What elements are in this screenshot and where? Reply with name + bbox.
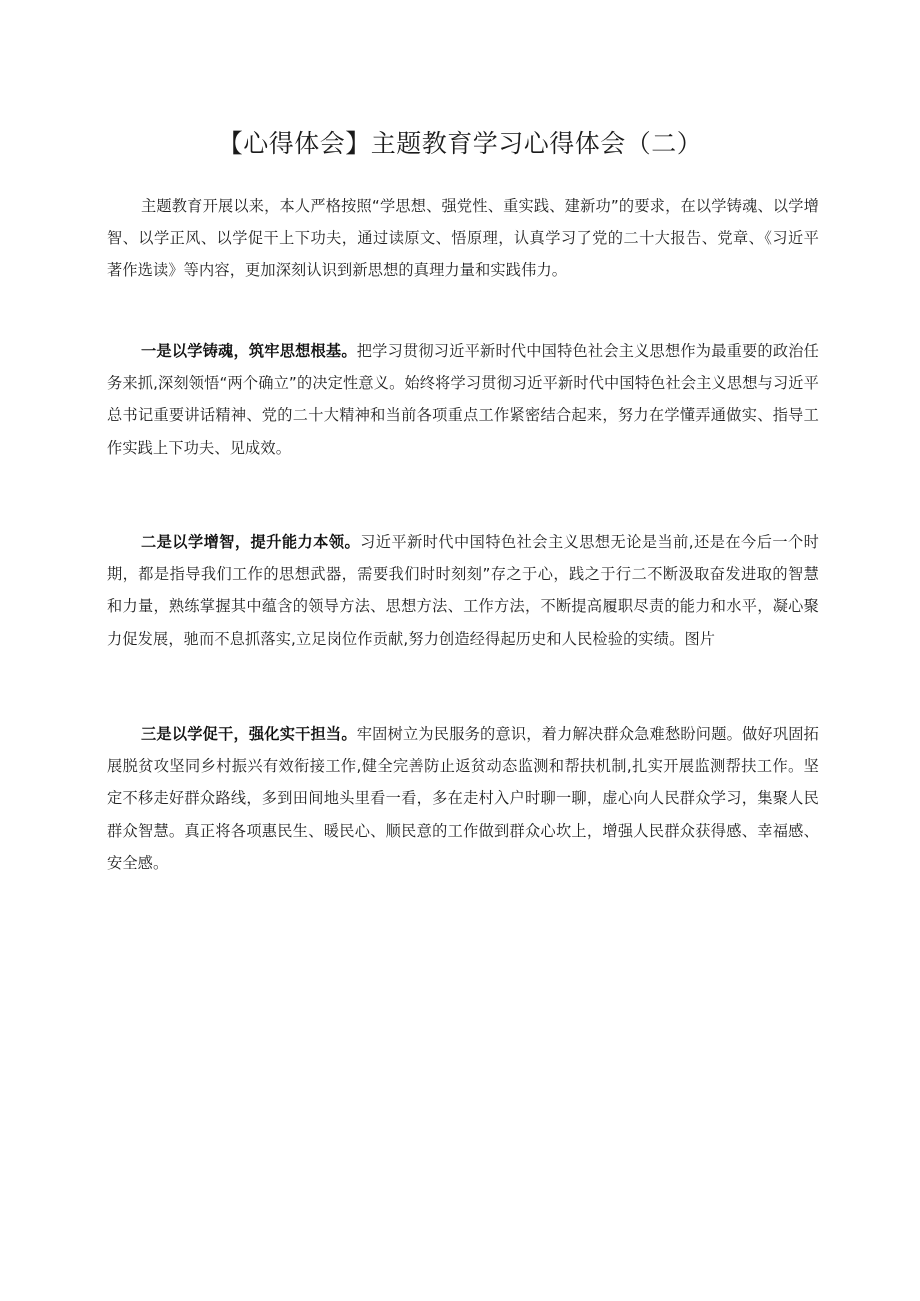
document-title: 【心得体会】主题教育学习心得体会（二） (217, 129, 703, 158)
section-heading-1: 一是以学铸魂，筑牢思想根基。 (141, 342, 357, 360)
section-heading-2: 二是以学增智，提升能力本领。 (141, 533, 361, 551)
section-body-3: 牢固树立为民服务的意识，着力解决群众急难愁盼问题。做好巩固拓展脱贫攻坚同乡村振兴有效衔接工作,健全完善防止返贫动态监测和帮扶机制,扎实开展监测帮扶工作。坚定不移走好群众路线，多到田间地头里看一看，多在走村入户时聊一聊，虚心向人民群众学习，集聚人民群众智慧。真正将各项惠民生、暖民心、顺民意的工作做到群众心坎上，增强人民群众获得感、幸福感、安全感。 (107, 725, 819, 872)
section-heading-3: 三是以学促干，强化实干担当。 (141, 725, 357, 743)
section-paragraph-3 (107, 718, 819, 879)
section-body-1: 把学习贯彻习近平新时代中国特色社会主义思想作为最重要的政治任务来抓,深刻领悟“两个确立”的决定性意义。始终将学习贯彻习近平新时代中国特色社会主义思想与习近平总书记重要讲话精神、党的二十大精神和当前各项重点工作紧密结合起来，努力在学懂弄通做实、指导工作实践上下功夫、见成效。 (107, 342, 819, 457)
section-body-2: 习近平新时代中国特色社会主义思想无论是当前,还是在今后一个时期，都是指导我们工作的思想武器，需要我们时时刻刻”存之于心，践之于行二不断汲取奋发进取的智慧和力量，熟练掌握其中蕴含的领导方法、思想方法、工作方法，不断提高履职尽责的能力和水平，凝心聚力促发展，驰而不息抓落实,立足岗位作贡献,努力创造经得起历史和人民检验的实绩。图片 (107, 533, 819, 648)
section-paragraph-1 (107, 335, 819, 464)
intro-paragraph: 主题教育开展以来，本人严格按照“学思想、强党性、重实践、建新功”的要求，在以学铸魂、以学增智、以学正风、以学促干上下功夫，通过读原文、悟原理，认真学习了党的二十大报告、党章、《习近平著作选读》等内容，更加深刻认识到新思想的真理力量和实践伟力。 (107, 197, 819, 280)
section-paragraph-2 (107, 526, 819, 655)
